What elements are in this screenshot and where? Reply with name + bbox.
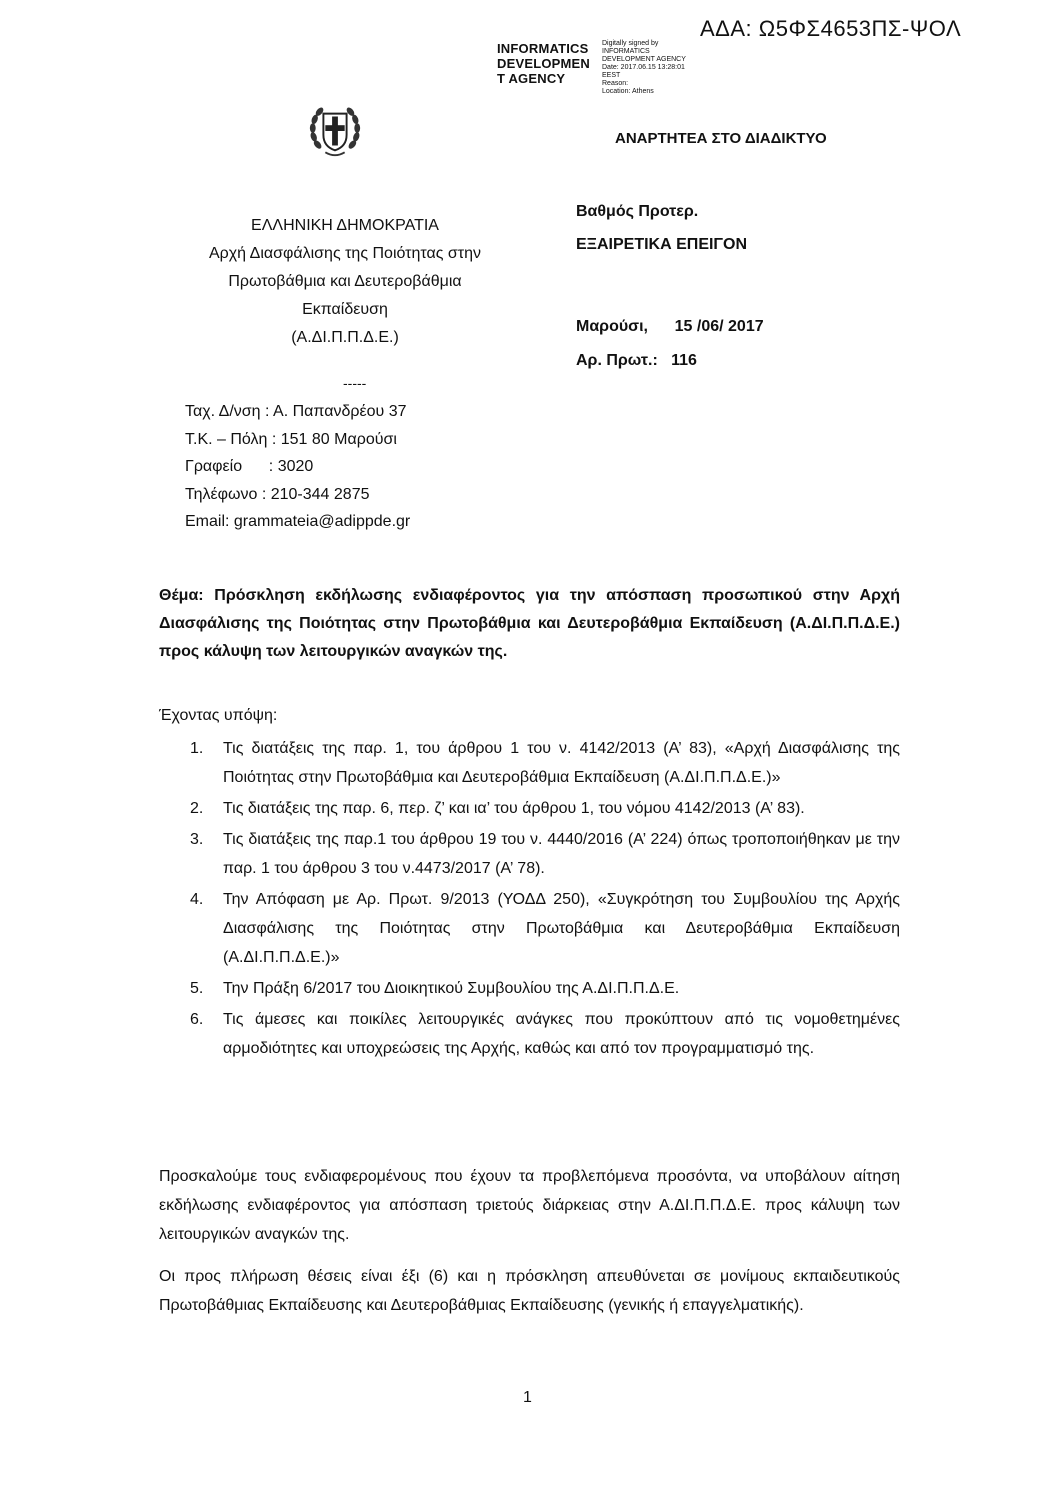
body-paragraph: Προσκαλούμε τους ενδιαφερομένους που έχουν τα προβλεπόμενα προσόντα, να υποβάλουν αίτηση εκδήλωσης ενδιαφέροντος για απόσπαση τριετούς διάρκειας στην Α.ΔΙ.Π.Π.Δ.Ε. προς κάλυψη των λειτουργικών αναγκών της. xyxy=(159,1168,900,1243)
contact-value: 151 80 Μαρούσι xyxy=(280,430,397,448)
list-item-number: 1. xyxy=(190,740,204,757)
body-paragraph: Οι προς πλήρωση θέσεις είναι έξι (6) και η πρόσκληση απευθύνεται σε μονίμους εκπαιδευτικούς Πρωτοβάθμιας Εκπαίδευσης και Δευτεροβάθμιας Εκπαίδευσης (γενικής ή επαγγελματικής). xyxy=(159,1268,900,1314)
priority-value: ΕΞΑΙΡΕΤΙΚΑ ΕΠΕΙΓΟΝ xyxy=(576,236,748,253)
digital-signature-details xyxy=(602,40,686,96)
subject-line: Θέμα: Πρόσκληση εκδήλωσης ενδιαφέροντος για την απόσπαση προσωπικού στην Αρχή Διασφάλισης της Ποιότητας στην Πρωτοβάθμια και Δευτεροβάθμια Εκπαίδευση (Α.ΔΙ.Π.Π.Δ.Ε.) προς κάλυψη των λειτουργικών αναγκών της. xyxy=(159,587,900,660)
list-item xyxy=(190,794,900,823)
organization-line: Αρχή Διασφάλισης της Ποιότητας στην xyxy=(209,245,481,262)
organization-line: Πρωτοβάθμια και Δευτεροβάθμια xyxy=(228,273,462,290)
contact-label: Email: xyxy=(185,513,234,530)
signature-detail-line: Date: 2017.06.15 13:28:01 xyxy=(602,64,685,71)
list-item xyxy=(190,1005,900,1063)
contact-label: Γραφείο : xyxy=(185,458,278,475)
organization-block xyxy=(180,212,510,352)
signature-name-line: T AGENCY xyxy=(497,71,566,86)
digital-signature-name xyxy=(497,41,590,86)
list-item-number: 6. xyxy=(190,1011,204,1028)
list-item-text: Την Απόφαση με Αρ. Πρωτ. 9/2013 (ΥΟΔΔ 250), «Συγκρότηση του Συμβουλίου της Αρχής Διασφάλισης της Ποιότητας στην Πρωτοβάθμια και Δευτεροβάθμια Εκπαίδευση (Α.ΔΙ.Π.Π.Δ.Ε.)» xyxy=(223,891,900,966)
contact-line xyxy=(185,398,410,426)
signature-name-line: DEVELOPMEN xyxy=(497,56,591,71)
considerations-intro: Έχοντας υπόψη: xyxy=(159,707,278,724)
ada-code: ΑΔΑ: Ω5ΦΣ4653ΠΣ-ΨΟΛ xyxy=(700,16,962,41)
list-item-text: Τις διατάξεις της παρ. 6, περ. ζ’ και ια’ του άρθρου 1, του νόμου 4142/2013 (Α’ 83). xyxy=(223,800,805,817)
contact-line xyxy=(185,453,410,481)
list-item-text: Τις διατάξεις της παρ. 1, του άρθρου 1 του ν. 4142/2013 (Α’ 83), «Αρχή Διασφάλισης της Ποιότητας στην Πρωτοβάθμια και Δευτεροβάθμια Εκπαίδευση (Α.ΔΙ.Π.Π.Δ.Ε.)» xyxy=(223,740,900,786)
contact-line xyxy=(185,426,410,454)
list-item-number: 2. xyxy=(190,800,204,817)
greek-coat-of-arms-icon xyxy=(306,102,364,160)
signature-detail-line: Reason: xyxy=(602,80,629,87)
signature-detail-line: Digitally signed by xyxy=(602,40,659,47)
contact-value: Α. Παπανδρέου 37 xyxy=(273,403,407,420)
protocol-number: Αρ. Πρωτ.: 116 xyxy=(576,352,697,369)
contact-label: Τ.Κ. – Πόλη : xyxy=(185,430,281,448)
signature-name-line: INFORMATICS xyxy=(497,41,589,56)
list-item-number: 3. xyxy=(190,831,204,848)
signature-detail-line: Location: Athens xyxy=(602,88,654,95)
organization-line: (Α.ΔΙ.Π.Π.Δ.Ε.) xyxy=(291,329,399,346)
contact-label: Ταχ. Δ/νση : xyxy=(185,403,274,420)
place-date: Μαρούσι, 15 /06/ 2017 xyxy=(576,318,764,335)
list-item xyxy=(190,885,900,972)
list-item-number: 5. xyxy=(190,980,204,997)
signature-detail-line: INFORMATICS xyxy=(602,48,650,55)
contact-line xyxy=(185,508,410,536)
list-item xyxy=(190,825,900,883)
page-number: 1 xyxy=(523,1389,532,1406)
posting-notice: ΑΝΑΡΤΗΤΕΑ ΣΤΟ ΔΙΑΔΙΚΤΥΟ xyxy=(615,130,827,147)
contact-line xyxy=(185,481,410,509)
contact-email: grammateia@adippde.gr xyxy=(233,513,411,530)
list-item xyxy=(190,734,900,792)
list-item xyxy=(190,974,900,1003)
list-item-number: 4. xyxy=(190,891,204,908)
contact-value: 210-344 2875 xyxy=(270,485,370,503)
list-item-text: Την Πράξη 6/2017 του Διοικητικού Συμβουλίου της Α.ΔΙ.Π.Π.Δ.Ε. xyxy=(223,980,680,997)
considerations-list xyxy=(190,734,900,1065)
contact-block xyxy=(185,398,410,536)
separator: ----- xyxy=(343,375,367,391)
priority-label: Βαθμός Προτερ. xyxy=(576,203,699,220)
contact-value: 3020 xyxy=(277,458,314,475)
list-item-text: Τις διατάξεις της παρ.1 του άρθρου 19 του ν. 4440/2016 (Α’ 224) όπως τροποποιήθηκαν με την παρ. 1 του άρθρου 3 του ν.4473/2017 (Α’ 78). xyxy=(223,831,900,877)
signature-detail-line: EEST xyxy=(602,72,621,79)
contact-label: Τηλέφωνο : xyxy=(185,485,271,503)
organization-line: Εκπαίδευση xyxy=(302,301,388,318)
signature-detail-line: DEVELOPMENT AGENCY xyxy=(602,56,686,63)
organization-line: ΕΛΛΗΝΙΚΗ ΔΗΜΟΚΡΑΤΙΑ xyxy=(251,217,439,234)
list-item-text: Τις άμεσες και ποικίλες λειτουργικές ανάγκες που προκύπτουν από τις νομοθετημένες αρμοδιότητες και υποχρεώσεις της Αρχής, καθώς και από τον προγραμματισμό της. xyxy=(223,1011,900,1057)
